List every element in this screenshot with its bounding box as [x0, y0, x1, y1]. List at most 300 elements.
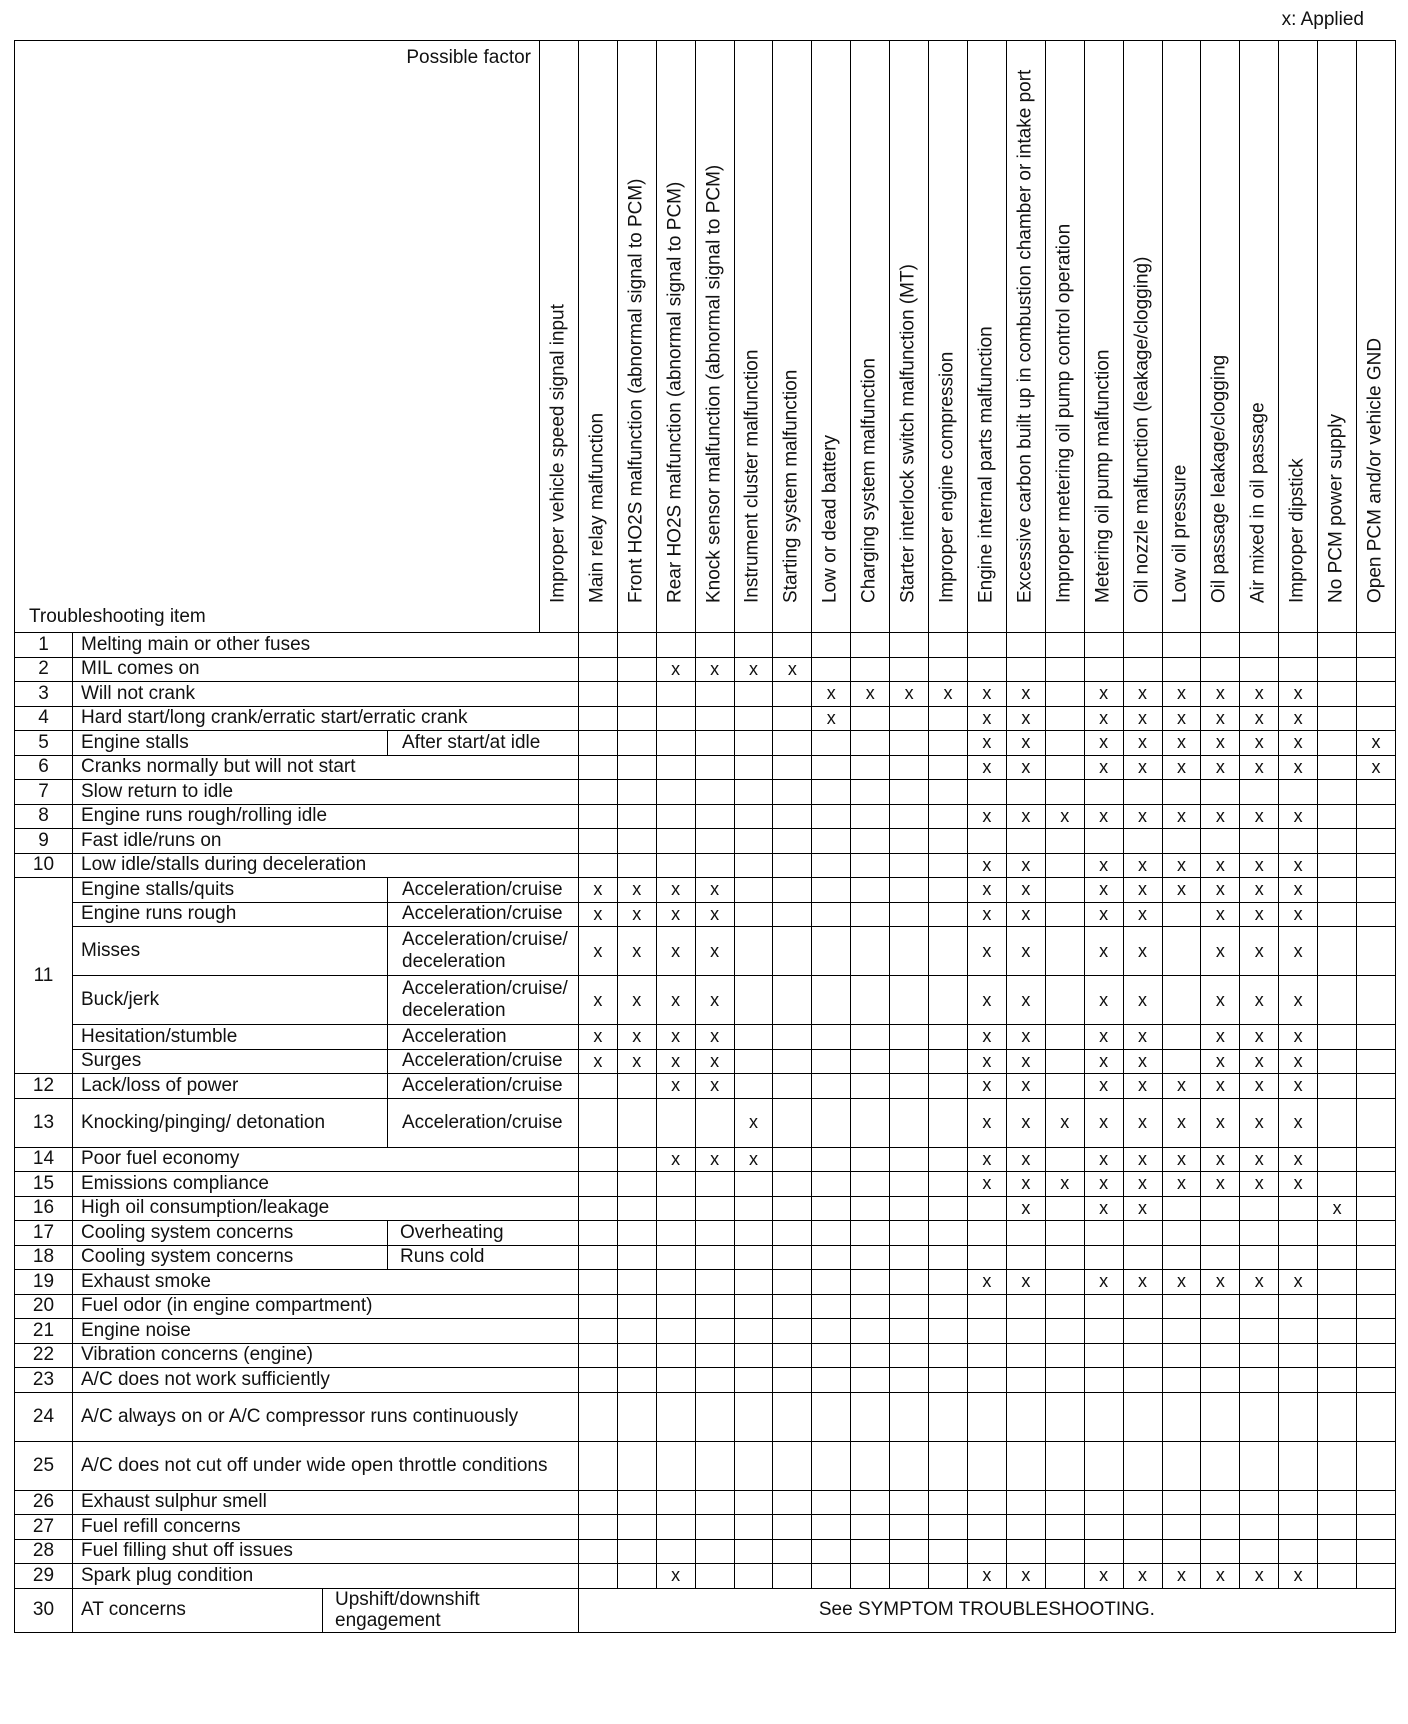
applied-cell — [695, 1172, 734, 1197]
applied-cell — [1357, 1147, 1396, 1172]
applied-cell — [656, 1319, 695, 1344]
applied-cell — [1006, 1490, 1045, 1515]
applied-cell — [734, 1025, 773, 1050]
applied-mark: x — [656, 1564, 695, 1589]
applied-mark: x — [967, 976, 1006, 1025]
applied-cell — [656, 829, 695, 854]
table-row — [15, 1343, 1396, 1368]
applied-cell — [851, 633, 890, 658]
applied-cell — [1318, 1245, 1357, 1270]
applied-cell — [1357, 1294, 1396, 1319]
applied-cell — [734, 1172, 773, 1197]
applied-cell — [773, 633, 812, 658]
applied-cell — [890, 804, 929, 829]
applied-cell — [734, 682, 773, 707]
applied-cell — [578, 1245, 617, 1270]
applied-cell — [851, 976, 890, 1025]
applied-mark: x — [1123, 1196, 1162, 1221]
applied-cell — [890, 1196, 929, 1221]
applied-cell — [656, 853, 695, 878]
applied-cell — [929, 853, 968, 878]
applied-cell — [890, 657, 929, 682]
factor-header-label: Low or dead battery — [819, 435, 841, 604]
applied-mark: x — [1162, 1147, 1201, 1172]
applied-cell — [1123, 1392, 1162, 1441]
applied-mark: x — [967, 1025, 1006, 1050]
troubleshooting-item: High oil consumption/leakage — [73, 1196, 579, 1221]
item-condition: Acceleration/cruise — [388, 1098, 579, 1147]
applied-mark: x — [1201, 976, 1240, 1025]
applied-cell — [1240, 1441, 1279, 1490]
applied-mark: x — [1240, 853, 1279, 878]
applied-cell — [812, 1147, 851, 1172]
applied-cell — [695, 1490, 734, 1515]
applied-cell — [929, 1196, 968, 1221]
applied-cell — [578, 853, 617, 878]
applied-cell — [773, 1490, 812, 1515]
applied-mark: x — [1006, 853, 1045, 878]
row-number: 27 — [15, 1515, 73, 1540]
applied-cell — [1240, 657, 1279, 682]
factor-header-cell — [1045, 41, 1084, 633]
applied-cell — [695, 1343, 734, 1368]
applied-cell — [1357, 682, 1396, 707]
applied-mark: x — [1084, 927, 1123, 976]
applied-cell — [1006, 1441, 1045, 1490]
applied-mark: x — [695, 1147, 734, 1172]
applied-cell — [929, 1221, 968, 1246]
troubleshooting-item: Melting main or other fuses — [73, 633, 579, 658]
table-row — [15, 1147, 1396, 1172]
applied-cell — [773, 1196, 812, 1221]
table-row — [15, 682, 1396, 707]
applied-cell — [1318, 902, 1357, 927]
factor-header-cell — [1318, 41, 1357, 633]
applied-cell — [1162, 902, 1201, 927]
item-condition: After start/at idle — [388, 731, 579, 756]
applied-cell — [617, 1490, 656, 1515]
applied-mark: x — [1279, 853, 1318, 878]
applied-cell — [890, 878, 929, 903]
troubleshooting-item: Fuel filling shut off issues — [73, 1539, 579, 1564]
applied-cell — [851, 1515, 890, 1540]
applied-cell — [1123, 1343, 1162, 1368]
applied-cell — [695, 1294, 734, 1319]
applied-mark: x — [1006, 706, 1045, 731]
applied-cell — [1045, 1319, 1084, 1344]
row-number: 21 — [15, 1319, 73, 1344]
applied-mark: x — [1084, 878, 1123, 903]
applied-cell — [578, 731, 617, 756]
applied-cell — [1240, 1392, 1279, 1441]
applied-cell — [1045, 1564, 1084, 1589]
applied-cell — [1123, 1368, 1162, 1393]
applied-mark: x — [695, 878, 734, 903]
applied-cell — [812, 1441, 851, 1490]
applied-cell — [1084, 1392, 1123, 1441]
applied-mark: x — [1162, 853, 1201, 878]
applied-cell — [1240, 780, 1279, 805]
applied-mark: x — [734, 657, 773, 682]
factor-header-cell — [1123, 41, 1162, 633]
applied-mark: x — [1279, 1270, 1318, 1295]
applied-cell — [1357, 1441, 1396, 1490]
applied-cell — [1240, 1539, 1279, 1564]
applied-cell — [1162, 780, 1201, 805]
applied-cell — [734, 1343, 773, 1368]
applied-cell — [1357, 1564, 1396, 1589]
applied-mark: x — [695, 902, 734, 927]
troubleshooting-item: Fuel refill concerns — [73, 1515, 579, 1540]
applied-cell — [929, 1564, 968, 1589]
row-number: 18 — [15, 1245, 73, 1270]
applied-mark: x — [656, 902, 695, 927]
applied-cell — [1201, 1245, 1240, 1270]
applied-cell — [695, 1539, 734, 1564]
applied-cell — [812, 1098, 851, 1147]
applied-cell — [734, 1270, 773, 1295]
applied-cell — [1240, 1343, 1279, 1368]
troubleshooting-item: Fast idle/runs on — [73, 829, 579, 854]
applied-mark: x — [1084, 1025, 1123, 1050]
applied-cell — [1357, 902, 1396, 927]
applied-cell — [1318, 1074, 1357, 1099]
table-row — [15, 1515, 1396, 1540]
applied-mark: x — [1123, 853, 1162, 878]
applied-cell — [1279, 657, 1318, 682]
applied-cell — [578, 706, 617, 731]
factor-header-label: No PCM power supply — [1325, 414, 1347, 604]
applied-mark: x — [1318, 1196, 1357, 1221]
troubleshooting-item: MIL comes on — [73, 657, 579, 682]
applied-mark: x — [967, 1049, 1006, 1074]
applied-mark: x — [1279, 902, 1318, 927]
applied-cell — [617, 706, 656, 731]
applied-cell — [617, 1539, 656, 1564]
applied-cell — [617, 1196, 656, 1221]
applied-mark: x — [1201, 731, 1240, 756]
troubleshooting-item: Engine noise — [73, 1319, 579, 1344]
applied-cell — [812, 731, 851, 756]
applied-mark: x — [1201, 853, 1240, 878]
row-number: 23 — [15, 1368, 73, 1393]
row-number: 24 — [15, 1392, 73, 1441]
table-row — [15, 657, 1396, 682]
applied-cell — [1162, 1392, 1201, 1441]
applied-cell — [1201, 1441, 1240, 1490]
applied-cell — [617, 829, 656, 854]
applied-cell — [617, 1270, 656, 1295]
row-number: 11 — [15, 878, 73, 1074]
applied-cell — [617, 731, 656, 756]
applied-mark: x — [1162, 682, 1201, 707]
applied-cell — [617, 1245, 656, 1270]
row-number: 29 — [15, 1564, 73, 1589]
applied-cell — [1318, 1441, 1357, 1490]
applied-cell — [929, 1515, 968, 1540]
applied-cell — [851, 1221, 890, 1246]
applied-mark: x — [1084, 1098, 1123, 1147]
applied-cell — [890, 1343, 929, 1368]
applied-cell — [890, 1294, 929, 1319]
applied-cell — [929, 1270, 968, 1295]
applied-cell — [1357, 804, 1396, 829]
applied-mark: x — [967, 1172, 1006, 1197]
possible-factor-label: Possible factor — [406, 47, 531, 68]
applied-mark: x — [1279, 1074, 1318, 1099]
applied-mark: x — [1240, 755, 1279, 780]
applied-cell — [1045, 976, 1084, 1025]
applied-cell — [578, 780, 617, 805]
applied-cell — [773, 1319, 812, 1344]
item-condition: Acceleration/cruise/ deceleration — [388, 976, 579, 1025]
applied-cell — [851, 1368, 890, 1393]
applied-mark: x — [967, 1098, 1006, 1147]
applied-cell — [773, 1221, 812, 1246]
applied-cell — [1084, 829, 1123, 854]
applied-cell — [578, 1441, 617, 1490]
table-row — [15, 804, 1396, 829]
applied-cell — [890, 633, 929, 658]
applied-cell — [812, 976, 851, 1025]
applied-mark: x — [1123, 1025, 1162, 1050]
applied-mark: x — [1201, 706, 1240, 731]
troubleshooting-item-label: Troubleshooting item — [29, 606, 206, 628]
applied-cell — [734, 902, 773, 927]
applied-cell — [1045, 1343, 1084, 1368]
applied-cell — [929, 829, 968, 854]
applied-cell — [1084, 1515, 1123, 1540]
item-condition: Acceleration/cruise — [388, 902, 579, 927]
applied-mark: x — [578, 902, 617, 927]
applied-mark: x — [812, 706, 851, 731]
applied-cell — [1318, 1025, 1357, 1050]
applied-cell — [656, 1245, 695, 1270]
applied-cell — [1123, 1490, 1162, 1515]
applied-cell — [578, 1368, 617, 1393]
troubleshooting-item: Hesitation/stumble — [73, 1025, 388, 1050]
applied-mark: x — [1123, 1172, 1162, 1197]
applied-mark: x — [656, 1049, 695, 1074]
applied-cell — [890, 829, 929, 854]
applied-cell — [773, 1294, 812, 1319]
applied-cell — [967, 1368, 1006, 1393]
applied-cell — [967, 1245, 1006, 1270]
factor-header-label: Improper metering oil pump control operation — [1053, 223, 1075, 604]
applied-cell — [617, 1294, 656, 1319]
applied-cell — [1045, 1147, 1084, 1172]
troubleshooting-item: Fuel odor (in engine compartment) — [73, 1294, 579, 1319]
applied-mark: x — [1240, 1147, 1279, 1172]
applied-cell — [1318, 1368, 1357, 1393]
applied-cell — [1357, 1515, 1396, 1540]
applied-cell — [812, 1294, 851, 1319]
applied-cell — [617, 853, 656, 878]
applied-cell — [656, 1368, 695, 1393]
factor-header-label: Front HO2S malfunction (abnormal signal to PCM) — [625, 178, 647, 604]
applied-cell — [734, 1074, 773, 1099]
applied-cell — [929, 1490, 968, 1515]
applied-cell — [773, 1049, 812, 1074]
applied-mark: x — [1240, 878, 1279, 903]
applied-cell — [812, 804, 851, 829]
applied-cell — [617, 1564, 656, 1589]
applied-mark: x — [967, 1270, 1006, 1295]
applied-cell — [929, 1245, 968, 1270]
applied-cell — [812, 1343, 851, 1368]
row-number: 22 — [15, 1343, 73, 1368]
item-condition: Acceleration — [388, 1025, 579, 1050]
applied-cell — [734, 1368, 773, 1393]
applied-cell — [656, 804, 695, 829]
applied-cell — [812, 1368, 851, 1393]
table-row — [15, 927, 1396, 976]
table-row — [15, 976, 1396, 1025]
factor-header-cell — [1084, 41, 1123, 633]
applied-cell — [812, 1270, 851, 1295]
table-row — [15, 1196, 1396, 1221]
troubleshooting-item: Cranks normally but will not start — [73, 755, 579, 780]
applied-cell — [929, 1098, 968, 1147]
applied-cell — [929, 731, 968, 756]
applied-mark: x — [1279, 1098, 1318, 1147]
table-row — [15, 1074, 1396, 1099]
applied-cell — [773, 1147, 812, 1172]
applied-cell — [890, 1025, 929, 1050]
applied-mark: x — [656, 1025, 695, 1050]
applied-cell — [1045, 1221, 1084, 1246]
applied-mark: x — [656, 1074, 695, 1099]
applied-cell — [617, 780, 656, 805]
factor-header-cell — [1357, 41, 1396, 633]
applied-mark: x — [578, 976, 617, 1025]
applied-mark: x — [812, 682, 851, 707]
applied-mark: x — [890, 682, 929, 707]
applied-mark: x — [1123, 755, 1162, 780]
applied-cell — [1240, 1319, 1279, 1344]
applied-mark: x — [1123, 804, 1162, 829]
table-row — [15, 1490, 1396, 1515]
applied-cell — [1084, 1343, 1123, 1368]
table-row — [15, 1294, 1396, 1319]
applied-mark: x — [1279, 976, 1318, 1025]
applied-cell — [890, 1539, 929, 1564]
applied-cell — [734, 1319, 773, 1344]
applied-cell — [851, 1392, 890, 1441]
applied-mark: x — [967, 682, 1006, 707]
factor-header-label: Oil passage leakage/clogging — [1208, 354, 1230, 604]
table-row — [15, 1564, 1396, 1589]
applied-mark: x — [1006, 1172, 1045, 1197]
applied-cell — [1123, 657, 1162, 682]
applied-cell — [1201, 1343, 1240, 1368]
applied-mark: x — [773, 657, 812, 682]
applied-mark: x — [1084, 976, 1123, 1025]
applied-cell — [1162, 1515, 1201, 1540]
factor-header-label: Charging system malfunction — [858, 358, 880, 604]
applied-cell — [851, 1025, 890, 1050]
troubleshooting-item: A/C always on or A/C compressor runs continuously — [73, 1392, 579, 1441]
applied-cell — [929, 902, 968, 927]
applied-mark: x — [1240, 731, 1279, 756]
applied-cell — [1045, 1490, 1084, 1515]
applied-cell — [812, 1564, 851, 1589]
applied-mark: x — [695, 1025, 734, 1050]
row-number: 26 — [15, 1490, 73, 1515]
row-number: 30 — [15, 1588, 73, 1633]
factor-header-label: Low oil pressure — [1170, 464, 1192, 604]
applied-cell — [1318, 731, 1357, 756]
applied-cell — [1123, 1319, 1162, 1344]
applied-cell — [695, 1564, 734, 1589]
applied-cell — [578, 682, 617, 707]
applied-cell — [734, 731, 773, 756]
applied-cell — [1318, 1294, 1357, 1319]
applied-cell — [1084, 1539, 1123, 1564]
applied-cell — [967, 1294, 1006, 1319]
applied-mark: x — [1162, 878, 1201, 903]
applied-cell — [773, 1515, 812, 1540]
troubleshooting-item: Engine stalls/quits — [73, 878, 388, 903]
row-number: 1 — [15, 633, 73, 658]
row-number: 20 — [15, 1294, 73, 1319]
applied-cell — [1357, 1025, 1396, 1050]
applied-cell — [1162, 1368, 1201, 1393]
applied-cell — [851, 1294, 890, 1319]
applied-mark: x — [1006, 1564, 1045, 1589]
applied-mark: x — [1240, 804, 1279, 829]
applied-mark: x — [617, 1049, 656, 1074]
applied-cell — [890, 1270, 929, 1295]
header-corner-cell — [15, 41, 540, 633]
applied-cell — [617, 1172, 656, 1197]
row-number: 3 — [15, 682, 73, 707]
applied-cell — [1357, 1343, 1396, 1368]
applied-cell — [695, 1441, 734, 1490]
applied-mark: x — [1006, 1049, 1045, 1074]
applied-cell — [1006, 1392, 1045, 1441]
applied-cell — [890, 1490, 929, 1515]
applied-cell — [734, 976, 773, 1025]
applied-cell — [890, 1074, 929, 1099]
applied-mark: x — [1084, 1270, 1123, 1295]
applied-cell — [1084, 1294, 1123, 1319]
applied-cell — [812, 1392, 851, 1441]
applied-cell — [1162, 829, 1201, 854]
applied-cell — [773, 755, 812, 780]
applied-cell — [734, 780, 773, 805]
applied-cell — [890, 976, 929, 1025]
applied-cell — [1318, 1539, 1357, 1564]
applied-cell — [578, 829, 617, 854]
applied-cell — [656, 1270, 695, 1295]
applied-mark: x — [1162, 1172, 1201, 1197]
row-number: 15 — [15, 1172, 73, 1197]
row-number: 25 — [15, 1441, 73, 1490]
applied-cell — [890, 853, 929, 878]
applied-cell — [890, 706, 929, 731]
applied-cell — [967, 633, 1006, 658]
applied-cell — [851, 1270, 890, 1295]
applied-cell — [1240, 1221, 1279, 1246]
factor-header-cell — [578, 41, 617, 633]
applied-cell — [773, 1343, 812, 1368]
applied-cell — [695, 1221, 734, 1246]
applied-cell — [1162, 1294, 1201, 1319]
applied-cell — [1084, 1368, 1123, 1393]
applied-cell — [734, 1196, 773, 1221]
applied-cell — [967, 780, 1006, 805]
